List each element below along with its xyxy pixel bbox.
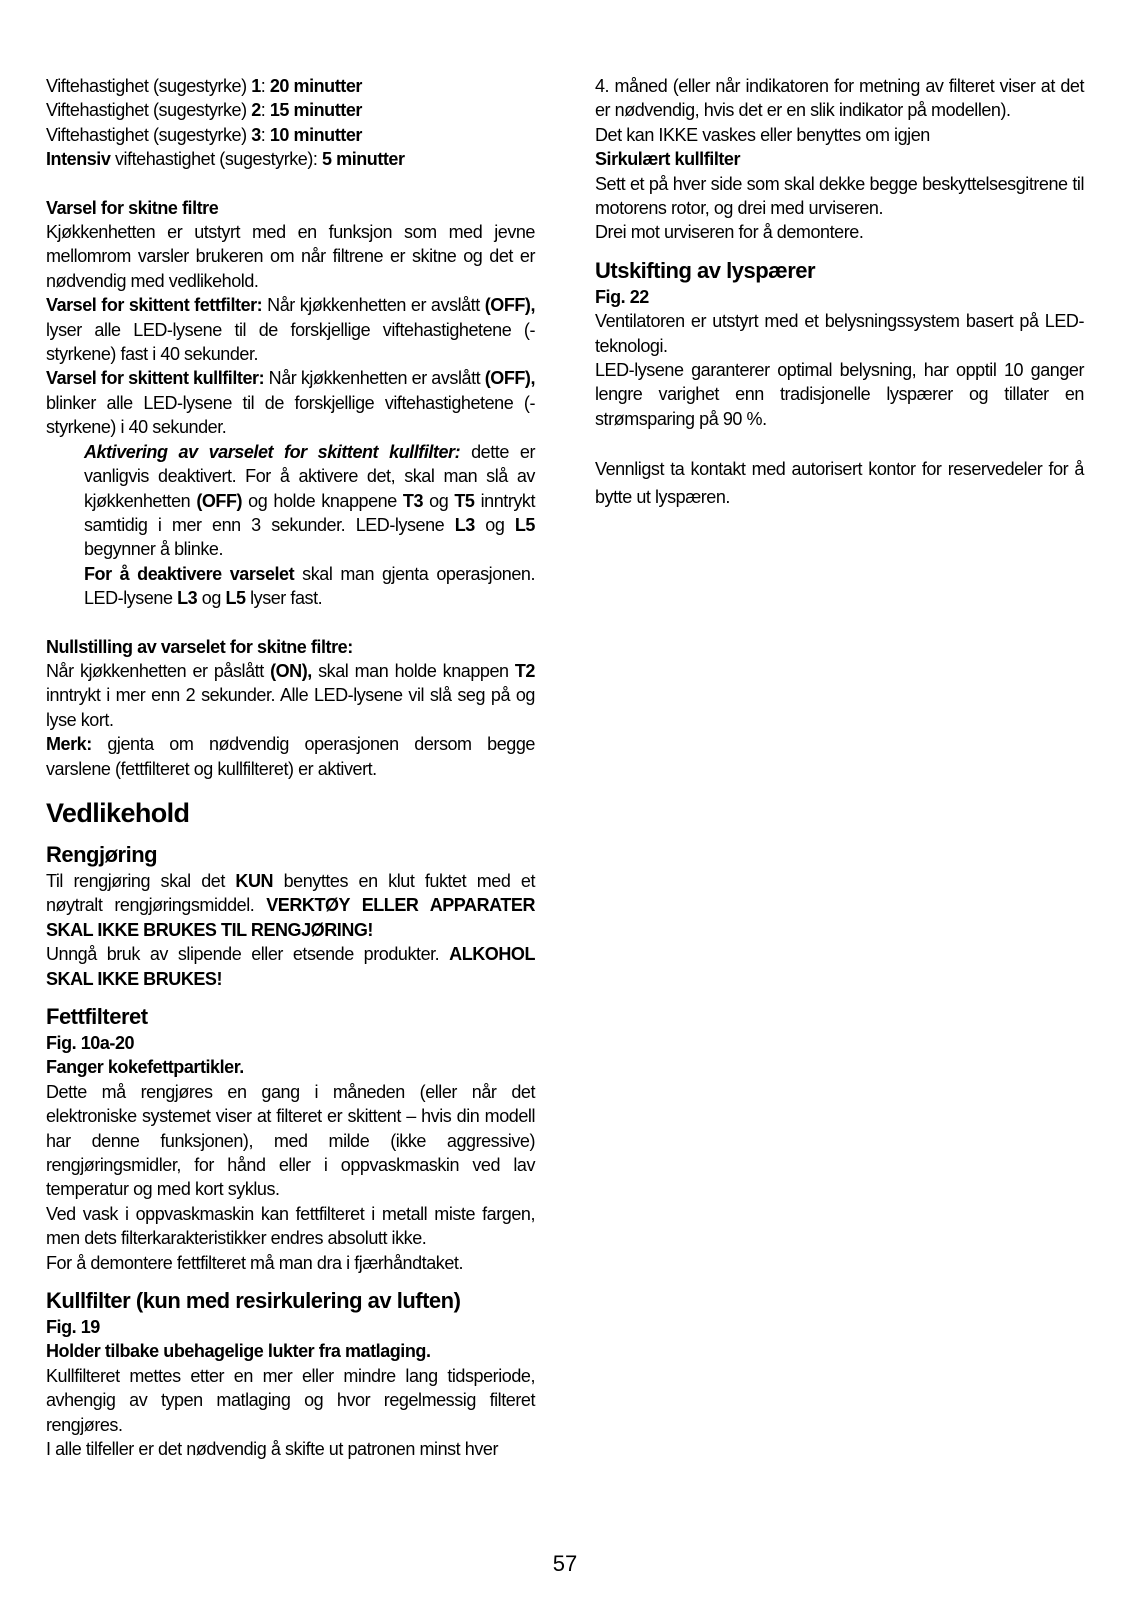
text: og [423, 490, 455, 511]
speed-number: 2 [251, 100, 261, 121]
bold-text: Merk: [46, 734, 92, 755]
speed-line-2 [46, 98, 535, 122]
intensiv-time: 5 minutter [322, 149, 405, 170]
bold-text: VERKTØY ELLER APPARATER SKAL IKKE BRUKES TIL RENGJØRING! [46, 895, 535, 940]
text: og [197, 588, 226, 609]
continued-paragraph: 4. måned (eller når indikatoren for metning av filteret viser at det er nødvendig, hvis det er en slik indikator på modellen). [595, 76, 1084, 121]
sirkulaert-paragraph-2: Drei mot urviseren for å demontere. [595, 222, 864, 243]
speed-time: 20 minutter [269, 76, 362, 96]
fettfilter-fig: Fig. 10a-20 [46, 1033, 135, 1053]
text: og [474, 514, 515, 535]
text: Når kjøkkenhetten er avslått [262, 295, 485, 316]
lyspaerer-title: Utskifting av lyspærer [595, 257, 816, 283]
bold-text: Varsel for skittent fettfilter: [46, 295, 263, 316]
speed-label: Viftehastighet (sugestyrke) [46, 76, 252, 96]
bold-text: (ON), [270, 660, 312, 681]
text: skal man gjenta operasjonen. LED-lysene [84, 563, 535, 609]
bold-text: For å deaktivere varselet [84, 563, 295, 584]
text: Unngå bruk av slipende eller etsende produkter. [46, 944, 450, 965]
text: inntrykt i mer enn 2 sekunder. Alle LED-lysene vil slå seg på og lyse kort. [46, 685, 535, 730]
kullfilter-paragraph-1: Kullfilteret mettes etter en mer eller mindre lang tidsperiode, avhengig av typen matlaging og hvor regelmessig filteret rengjøres. [46, 1365, 535, 1435]
lyspaerer-paragraph-2: LED-lysene garanterer optimal belysning, har opptil 10 ganger lengre varighet enn tradisjonelle lyspærer og tillater en strømsparing på 90 %. [595, 360, 1084, 429]
intensiv-label: Intensiv [46, 149, 111, 170]
kullfilter-paragraph-2: I alle tilfeller er det nødvendig å skifte ut patronen minst hver [46, 1439, 498, 1460]
speed-label: Viftehastighet (sugestyrke) [46, 124, 252, 145]
speed-label: Viftehastighet (sugestyrke) [46, 100, 252, 121]
text: gjenta om nødvendig operasjonen dersom begge varslene (fettfilteret og kullfilteret) er aktivert. [46, 734, 535, 779]
varsel-heading: Varsel for skitne filtre [46, 197, 219, 218]
text: inntrykt samtidig i mer enn 3 sekunder. LED-lysene [84, 490, 536, 535]
fettfilter-subheading: Fanger kokefettpartikler. [46, 1057, 244, 1078]
intensiv-line [46, 147, 535, 171]
vedlikehold-title: Vedlikehold [46, 797, 190, 828]
separator: : [260, 76, 270, 96]
kullfilter-fig: Fig. 19 [46, 1317, 100, 1338]
text: og holde knappene [242, 490, 403, 511]
bold-text: (OFF), [484, 368, 536, 389]
bold-text: (OFF) [196, 490, 243, 511]
speed-time: 10 minutter [269, 124, 362, 145]
speed-line-3 [46, 123, 535, 147]
sirkulaert-paragraph-1: Sett et på hver side som skal dekke begge beskyttelsesgitrene til motorens rotor, og drei med urviseren. [595, 173, 1084, 219]
lyspaerer-paragraph-3: Vennligst ta kontakt med autorisert kontor for reservedeler for å bytte ut lyspæren. [595, 459, 1084, 508]
fett-varsel-paragraph [46, 293, 535, 366]
rengjoring-paragraph-1 [46, 869, 535, 942]
text: blinker alle LED-lysene til de forskjellige viftehastighetene (-styrkene) i 40 sekunder. [46, 392, 535, 438]
bold-text: T3 [402, 490, 424, 511]
kull-varsel-paragraph [46, 366, 535, 439]
text: Når kjøkkenhetten er avslått [264, 368, 485, 389]
varsel-intro: Kjøkkenhetten er utstyrt med en funksjon som med jevne mellomrom varsler brukeren om når filtrene er skitne og det er nødvendig med vedlikehold. [46, 222, 535, 291]
fettfilter-paragraph-1: Dette må rengjøres en gang i måneden (eller når det elektroniske systemet viser at filteret er skittent – hvis din modell har denne funksjonen), med milde (ikke aggressive) rengjøringsmidler, for hånd eller i oppvaskmaskin ved lav temperatur og med kort syklus. [46, 1081, 535, 1200]
bold-text: (OFF), [484, 295, 535, 316]
no-wash-note: Det kan IKKE vaskes eller benyttes om igjen [595, 124, 930, 145]
text: Til rengjøring skal det [46, 870, 236, 891]
text: benyttes en klut fuktet med et nøytralt rengjøringsmiddel. [46, 870, 535, 916]
rengjoring-title: Rengjøring [46, 841, 158, 867]
text: begynner å blinke. [84, 539, 224, 560]
intensiv-text: viftehastighet (sugestyrke): [110, 149, 323, 170]
separator: : [260, 100, 270, 121]
text: dette er vanligvis deaktivert. For å aktivere det, skal man slå av kjøkkenhetten [84, 441, 535, 511]
kullfilter-subheading: Holder tilbake ubehagelige lukter fra matlaging. [46, 1341, 431, 1362]
nullstilling-heading: Nullstilling av varselet for skitne filtre: [46, 636, 353, 657]
text: Når kjøkkenhetten er påslått [46, 660, 271, 681]
bold-text: T5 [454, 490, 475, 511]
fettfilter-title: Fettfilteret [46, 1004, 148, 1029]
lyspaerer-fig: Fig. 22 [595, 286, 649, 307]
kullfilter-title: Kullfilter (kun med resirkulering av luften) [46, 1288, 461, 1314]
nullstilling-paragraph [46, 659, 535, 732]
rengjoring-paragraph-2 [46, 942, 535, 991]
bold-text: L5 [225, 588, 246, 609]
bold-italic-text: Aktivering av varselet for skittent kullfilter: [84, 441, 461, 462]
fettfilter-paragraph-3: For å demontere fettfilteret må man dra i fjærhåndtaket. [46, 1252, 464, 1273]
left-column [46, 74, 535, 1462]
speed-time: 15 minutter [269, 100, 362, 121]
page-number: 57 [552, 1551, 578, 1576]
fettfilter-paragraph-2: Ved vask i oppvaskmaskin kan fettfilteret i metall miste fargen, men dets filterkarakteristikker endres absolutt ikke. [46, 1203, 535, 1249]
text: lyser fast. [245, 588, 323, 609]
bold-text: L3 [177, 588, 198, 609]
bold-text: T2 [514, 660, 535, 681]
bold-text: L3 [454, 514, 475, 535]
deaktivering-paragraph [46, 562, 535, 611]
bold-text: L5 [514, 514, 535, 535]
text: lyser alle LED-lysene til de forskjellige viftehastighetene (-styrkene) fast i 40 sekunder. [46, 319, 535, 365]
speed-line-1 [46, 74, 535, 98]
separator: : [260, 124, 270, 145]
lyspaerer-paragraph-1: Ventilatoren er utstyrt med et belysningssystem basert på LED-teknologi. [595, 311, 1084, 356]
text: skal man holde knappen [311, 660, 515, 681]
speed-number: 1 [251, 76, 261, 96]
speed-number: 3 [251, 124, 261, 145]
bold-text: Varsel for skittent kullfilter: [46, 368, 265, 389]
aktivering-paragraph [46, 440, 535, 562]
bold-text: KUN [235, 870, 274, 891]
merk-paragraph [46, 732, 535, 781]
sirkulaert-heading: Sirkulært kullfilter [595, 149, 741, 170]
bold-text: ALKOHOL SKAL IKKE BRUKES! [46, 944, 535, 989]
right-column [595, 74, 1084, 511]
